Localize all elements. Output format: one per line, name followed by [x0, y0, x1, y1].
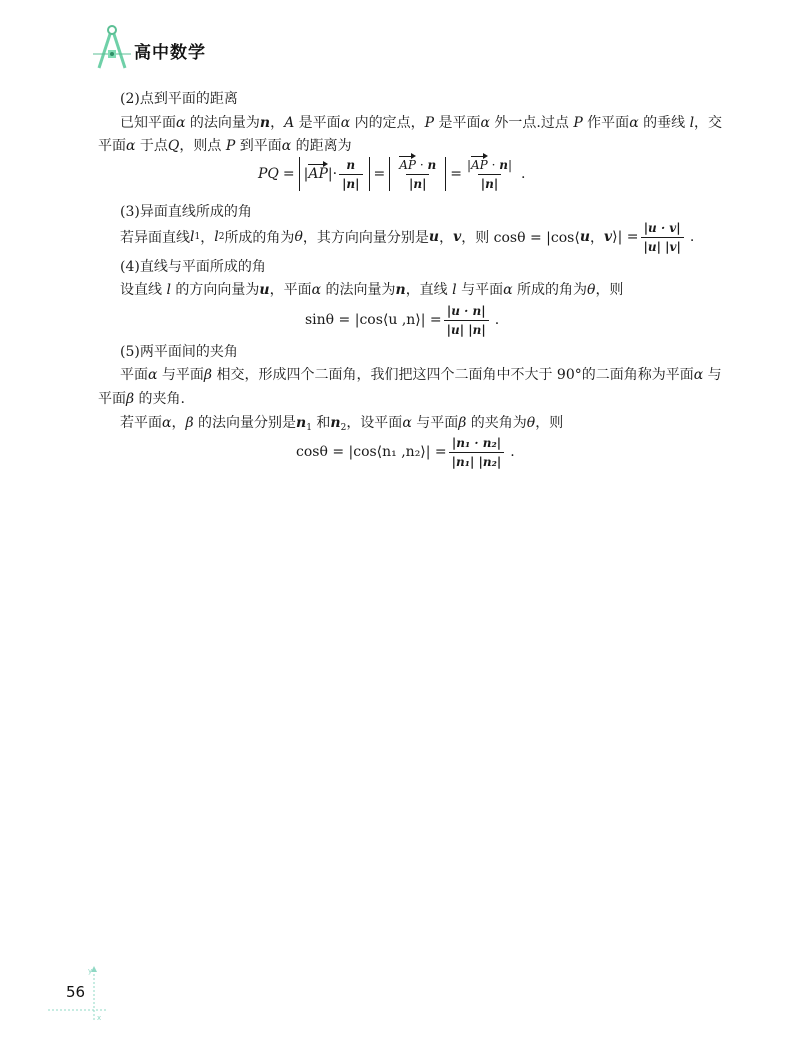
- header-title: 高中数学: [134, 43, 206, 63]
- plane-plane-angle-formula: cosθ = |cos⟨n₁ ,n₂⟩| = $\frac{\text{|n₁ · n₂|}}{\text{|n₁| |n₂|}}$ .: [296, 435, 515, 469]
- section-3-heading: (3)异面直线所成的角: [120, 204, 252, 220]
- axis-x-label: x: [97, 1014, 102, 1022]
- section-5-para-1-line-1: 平面α 与平面β 相交，形成四个二面角，我们把这四个二面角中不大于 90°的二面角称为平面α 与: [120, 367, 722, 383]
- page-number: 56: [66, 983, 86, 1001]
- section-4-heading: (4)直线与平面所成的角: [120, 259, 266, 275]
- compass-logo-icon: [93, 24, 131, 76]
- section-5-para-1-line-2: 平面β 的夹角.: [98, 391, 185, 407]
- section-2-line-2: 平面α 于点Q，则点 P 到平面α 的距离为: [98, 138, 352, 154]
- distance-formula: PQ = | AP | · $\frac{n}{|n|}$ = $\frac{AP \cdot n}{|n|}$ = $\frac{|AP \cdot n|}{|n|}$ .: [258, 157, 526, 191]
- section-2-line-1: 已知平面α 的法向量为n，A 是平面α 内的定点，P 是平面α 外一点.过点 P 作平面α 的垂线 l，交: [120, 115, 723, 131]
- section-4-line: 设直线 l 的方向向量为u，平面α 的法向量为n，直线 l 与平面α 所成的角为θ，则: [120, 282, 624, 298]
- section-3-line: 若异面直线 l 1 ， l 2 所成的角为 θ ，其方向向量分别是 u ， v ，则 cosθ = |cos⟨ u ， v ⟩| = $\frac{|u \cdot v|}{|u| |v|}$ .: [120, 220, 695, 254]
- axis-y-label: y: [88, 967, 93, 975]
- section-5-heading: (5)两平面间的夹角: [120, 344, 238, 360]
- section-5-para-2: 若平面α，β 的法向量分别是$n_1$ 和$n_2$，设平面α 与平面β 的夹角为θ，则: [120, 415, 564, 433]
- line-plane-angle-formula: sinθ = |cos⟨u ,n⟩| = $\frac{|u \cdot n|}{|u| |n|}$ .: [305, 303, 500, 337]
- section-2-heading: (2)点到平面的距离: [120, 91, 238, 107]
